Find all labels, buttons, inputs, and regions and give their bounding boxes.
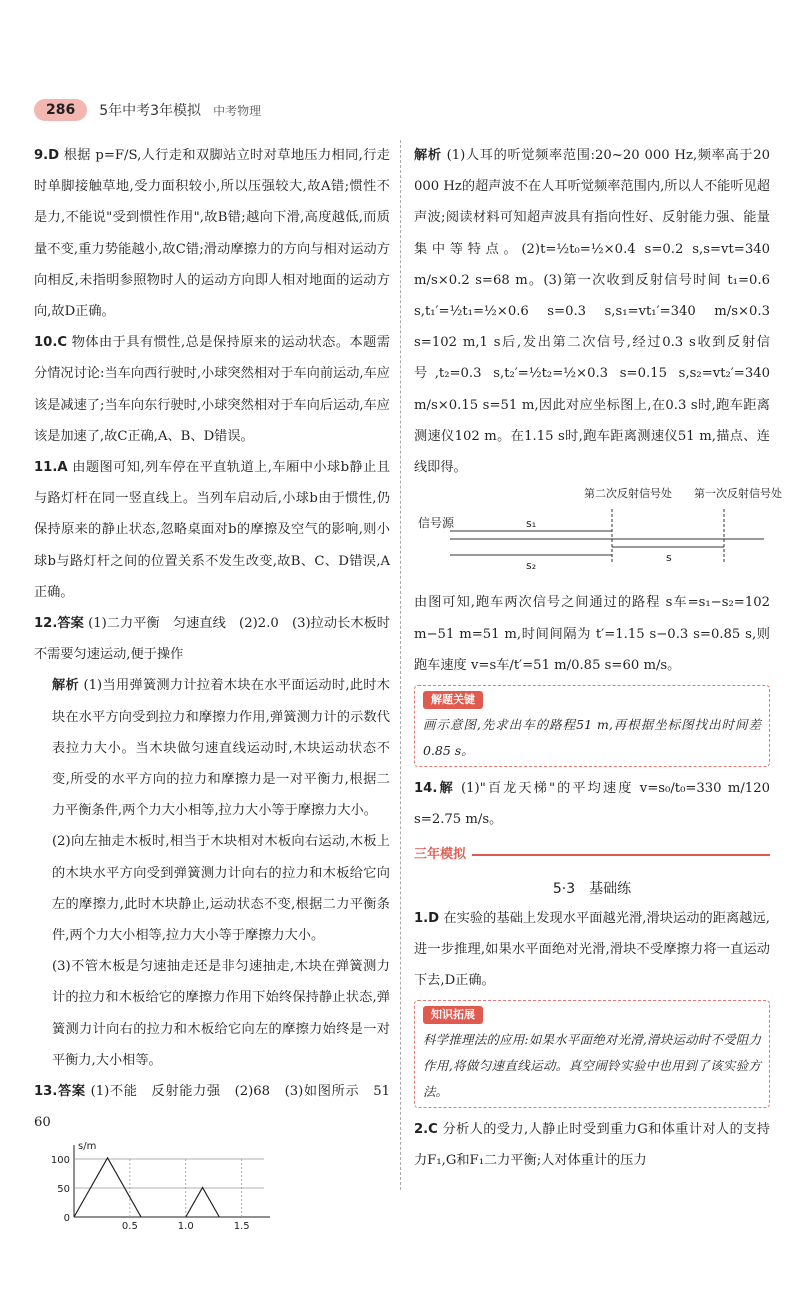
key-points-text: 画示意图,先求出车的路程51 m,再根据坐标图找出时间差0.85 s。: [423, 717, 761, 759]
answer-text: (1)不能 反射能力强 (2)68 (3)如图所示 51 60: [34, 1084, 404, 1131]
question-number: 2.C: [414, 1122, 438, 1138]
series-line: [186, 1187, 220, 1217]
answer-q13: [34, 1076, 404, 1138]
question-number: 12.答案: [34, 616, 84, 632]
second-reflection-label: 第二次反射信号处: [584, 487, 672, 501]
question-number: 11.A: [34, 460, 68, 476]
answer-q11: [34, 452, 390, 608]
y-tick-label: 0: [63, 1212, 70, 1224]
analysis-q13-p1: [414, 140, 770, 483]
y-tick-label: 50: [57, 1183, 70, 1195]
key-points-tag: 解题关键: [423, 691, 483, 709]
book-title: 5年中考3年模拟: [99, 103, 202, 119]
analysis-q13-p2: 由图可知,跑车两次信号之间通过的路程 s车=s₁−s₂=102 m−51 m=51 m,时间间隔为 t′=1.15 s−0.3 s=0.85 s,则跑车速度 v=s车/t′=51 m/0.85 s=60 m/s。: [414, 595, 770, 673]
x-tick-label: 1.0: [177, 1220, 194, 1232]
question-number: 10.C: [34, 335, 68, 351]
signal-diagram: [414, 483, 782, 575]
knowledge-extension-tag: 知识拓展: [423, 1006, 483, 1024]
signal-source-label: 信号源: [418, 516, 455, 531]
section-rule: [472, 854, 770, 856]
answer-q14: [414, 773, 770, 835]
analysis-label: 解析: [52, 678, 79, 694]
answer-text: 在实验的基础上发现水平面越光滑,滑块运动的距离越远,进一步推理,如果水平面绝对光滑,滑块不受摩擦力将一直运动下去,D正确。: [414, 910, 770, 989]
right-column: [414, 140, 782, 1177]
s-label: s: [666, 551, 672, 565]
analysis-label: 解析: [414, 148, 442, 163]
left-column: [34, 140, 404, 1241]
answer-q9: [34, 140, 390, 327]
question-number: 14.解: [414, 781, 455, 797]
knowledge-extension-box: [414, 1000, 770, 1108]
answer-text: (1)"百龙天梯"的平均速度 v=s₀/t₀=330 m/120 s=2.75 m/s。: [414, 781, 770, 828]
answer-q2: [414, 1114, 770, 1176]
y-tick-label: 100: [50, 1154, 70, 1166]
answer-text: 由题图可知,列车停在平直轨道上,车厢中小球b静止且与路灯杆在同一竖直线上。当列车启动后,小球b由于惯性,仍保持原来的静止状态,忽略桌面对b的摩擦及空气的影响,则小球b与路灯杆之间的位置关系不发生改变,故B、C、D错误,A正确。: [34, 460, 390, 600]
section-subtitle: 5·3 基础练: [552, 880, 632, 897]
x-tick-label: 0.5: [121, 1220, 138, 1232]
knowledge-extension-text: 科学推理法的应用:如果水平面绝对光滑,滑块运动时不受阻力作用,将做匀速直线运动。真空闹铃实验中也用到了该实验方法。: [423, 1032, 761, 1100]
answer-text: 分析人的受力,人静止时受到重力G和体重计对人的支持力F₁,G和F₁二力平衡;人对体重计的压力: [414, 1122, 770, 1169]
section-tag: 三年模拟: [414, 847, 467, 863]
first-reflection-label: 第一次反射信号处: [694, 487, 782, 501]
answer-q1: [414, 903, 770, 997]
analysis-q12-p3: (3)不管木板是匀速抽走还是非匀速抽走,木块在弹簧测力计的拉力和木板给它的摩擦力作用下始终保持静止状态,弹簧测力计向右的拉力和木板给它向左的摩擦力始终是一对平衡力,大小相等。: [52, 959, 390, 1068]
answer-text: (1)二力平衡 匀速直线 (2)2.0 (3)拉动长木板时不需要匀速运动,便于操作: [34, 616, 390, 663]
question-number: 13.答案: [34, 1084, 86, 1100]
distance-time-chart: [34, 1139, 274, 1232]
key-points-box: [414, 685, 770, 767]
s2-label: s₂: [526, 559, 537, 573]
page-header: [34, 96, 261, 124]
section-header: [414, 839, 770, 870]
series-line: [74, 1157, 141, 1216]
subject-label: 中考物理: [213, 103, 262, 118]
answer-text: 根据 p=F/S,人行走和双脚站立时对草地压力相同,行走时单脚接触草地,受力面积较小,所以压强较大,故A错;惯性不是力,不能说"受到惯性作用",故B错;越向下滑,高度越低,而质量不变,重力势能越小,故C错;滑动摩擦力的方向与相对运动方向相反,未指明参照物时人的运动方向即人相对地面的运动方向,故D正确。: [34, 148, 390, 320]
answer-q10: [34, 327, 390, 452]
analysis-q12-p2: (2)向左抽走木板时,相当于木块相对木板向右运动,木板上的木块水平方向受到弹簧测力计向右的拉力和木板给它向左的摩擦力,此时木块静止,运动状态不变,根据二力平衡条件,两个力大小相等,拉力大小等于摩擦力大小。: [52, 834, 390, 944]
question-number: 9.D: [34, 148, 60, 163]
analysis-text: (1)人耳的听觉频率范围:20~20 000 Hz,频率高于20 000 Hz的超声波不在人耳听觉频率范围内,所以人不能听见超声波;阅读材料可知超声波具有指向性好、反射能力强、能量集中等特点。(2)t=½t₀=½×0.4 s=0.2 s,s=vt=340 m/s×0.2 s=68 m。(3)第一次收到反射信号时间 t₁=0.6 s,t₁′=½t₁=½×0.6 s=0.3 s,s₁=vt₁′=340 m/s×0.3 s=102 m,1 s后,发出第二次信号,经过0.3 s收到反射信号,t₂=0.3 s,t₂′=½t₂=½×0.3 s=0.15 s,s₂=vt₂′=340 m/s×0.15 s=51 m,因此对应坐标图上,在0.3 s时,跑车距离测速仪102 m。在1.15 s时,跑车距离测速仪51 m,描点、连线即得。: [414, 148, 770, 476]
s1-label: s₁: [526, 517, 537, 531]
answer-q12: [34, 608, 390, 670]
answer-text: 物体由于具有惯性,总是保持原来的运动状态。本题需分情况讨论:当车向西行驶时,小球突然相对于车向前运动,车应该是减速了;当车向东行驶时,小球突然相对于车向后运动,车应该是加速了,故C正确,A、B、D错误。: [34, 335, 390, 444]
column-divider: [400, 140, 401, 1190]
analysis-text: (1)当用弹簧测力计拉着木块在水平面运动时,此时木块在水平方向受到拉力和摩擦力作用,弹簧测力计的示数代表拉力大小。当木块做匀速直线运动时,木块运动状态不变,所受的水平方向的拉力和摩擦力是一对平衡力,根据二力平衡条件,两个力大小相等,拉力大小等于摩擦力大小。: [52, 678, 390, 819]
question-number: 1.D: [414, 910, 440, 926]
analysis-q12-p1: [34, 670, 390, 826]
y-axis-label: s/m: [78, 1140, 97, 1152]
x-tick-label: 1.5: [233, 1220, 250, 1232]
page-number: 286: [34, 99, 87, 121]
